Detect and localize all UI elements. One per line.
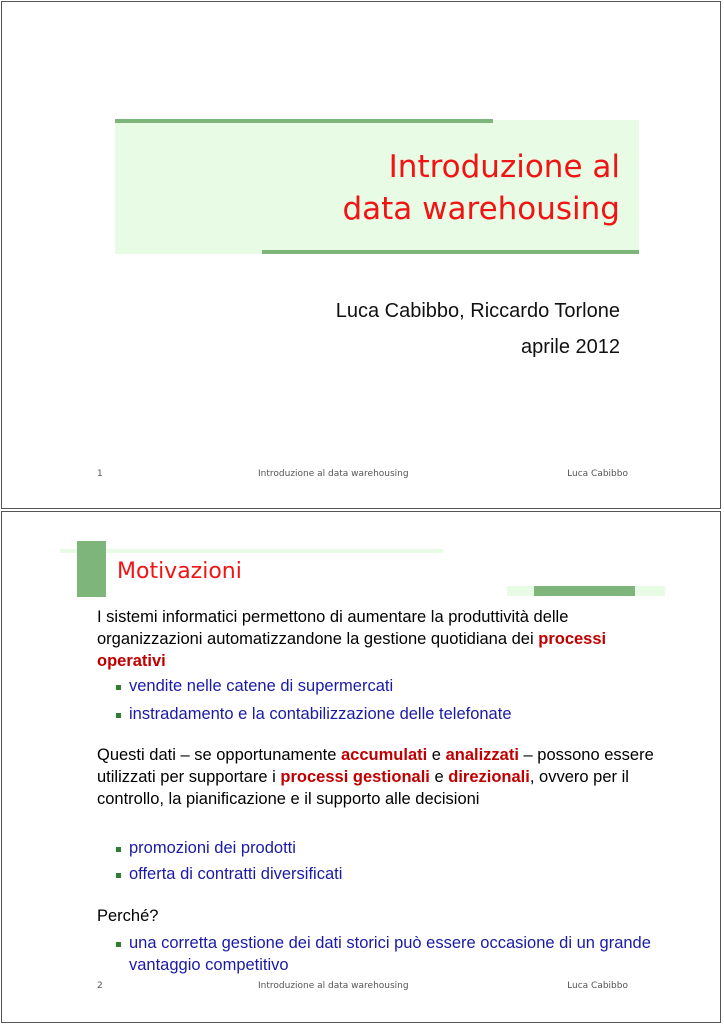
decoration-line xyxy=(60,549,443,553)
title-bar-top xyxy=(115,119,493,123)
paragraph-1 xyxy=(97,606,657,672)
decoration-square xyxy=(77,541,106,597)
bullet-list-3 xyxy=(116,932,656,976)
slide-title: Motivazioni xyxy=(117,559,242,584)
bullet-list-2 xyxy=(116,837,656,885)
date: aprile 2012 xyxy=(521,336,620,358)
page-number: 2 xyxy=(97,981,103,991)
slide-1 xyxy=(1,1,721,509)
highlight-analizzati: analizzati xyxy=(445,746,519,764)
authors: Luca Cabibbo, Riccardo Torlone xyxy=(335,300,620,322)
highlight-processi-operativi: processi operativi xyxy=(97,630,607,670)
paragraph-3: Perché? xyxy=(97,907,159,925)
slide-2 xyxy=(1,511,721,1023)
footer-author: Luca Cabibbo xyxy=(567,469,628,479)
paragraph-1-text: I sistemi informatici permettono di aumentare la produttività delle organizzazioni automatizzandone la gestione quotidiana dei xyxy=(97,608,569,648)
highlight-accumulati: accumulati xyxy=(341,746,428,764)
bullet-square-icon xyxy=(116,713,121,718)
list-item: instradamento e la contabilizzazione delle telefonate xyxy=(116,703,656,725)
slide-title xyxy=(342,146,620,230)
bullet-square-icon xyxy=(116,685,121,690)
list-item: una corretta gestione dei dati storici può essere occasione di un grande vantaggio competitivo xyxy=(116,932,656,976)
list-item: offerta di contratti diversificati xyxy=(116,863,656,885)
title-line-2: data warehousing xyxy=(342,191,620,227)
footer-author: Luca Cabibbo xyxy=(567,981,628,991)
highlight-direzionali: direzionali xyxy=(448,768,530,786)
decoration-bar-dark xyxy=(534,586,635,596)
title-bar-bottom xyxy=(262,250,639,254)
bullet-square-icon xyxy=(116,847,121,852)
footer-title: Introduzione al data warehousing xyxy=(258,981,409,991)
footer-title: Introduzione al data warehousing xyxy=(258,469,409,479)
list-item: vendite nelle catene di supermercati xyxy=(116,675,656,697)
page-number: 1 xyxy=(97,469,103,479)
bullet-square-icon xyxy=(116,942,121,947)
highlight-processi-gestionali: processi gestionali xyxy=(280,768,430,786)
paragraph-2: Questi dati – se opportunamente accumulati e analizzati – possono essere utilizzati per supportare i processi gestionali e direzionali, ovvero per il controllo, la pianificazione e il supporto alle decisioni xyxy=(97,746,654,808)
title-line-1: Introduzione al xyxy=(388,149,620,185)
list-item: promozioni dei prodotti xyxy=(116,837,656,859)
bullet-square-icon xyxy=(116,873,121,878)
bullet-list-1 xyxy=(116,675,656,725)
